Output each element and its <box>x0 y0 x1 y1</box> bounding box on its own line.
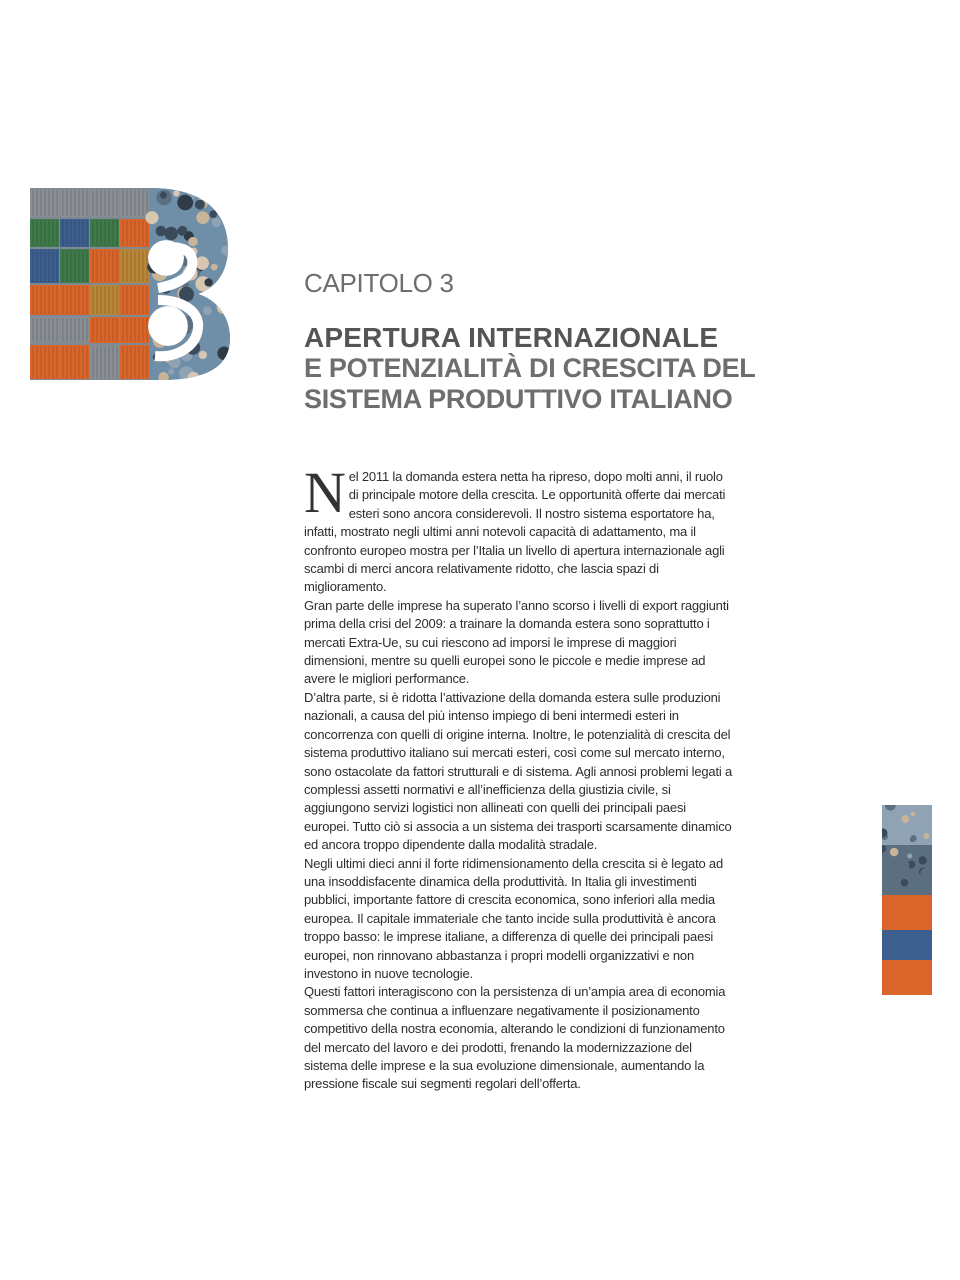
drop-cap: N <box>304 460 346 525</box>
chapter-title-line2: E POTENZIALITÀ DI CRESCITA DEL <box>304 353 756 383</box>
chapter-number-image <box>30 188 230 380</box>
chapter-title-line3: SISTEMA PRODUTTIVO ITALIANO <box>304 384 733 414</box>
chapter-label: CAPITOLO 3 <box>304 268 454 298</box>
chapter-body <box>304 460 734 1094</box>
chapter-title-bold: APERTURA INTERNAZIONALE <box>304 322 719 353</box>
paragraph: Questi fattori interagiscono con la persistenza di un’ampia area di economia sommersa che continua a influenzare negativamente il posizionamento competitivo della nostra economia, alterando le condizioni di funzionamento del mercato del lavoro e dei prodotti, frenando la modernizzazione del sistema delle imprese e la sua evoluzione dimensionale, aumentando la pressione fiscale sui segmenti regolari dell’offerta. <box>304 984 726 1092</box>
paragraph: el 2011 la domanda estera netta ha ripreso, dopo molti anni, il ruolo di principale motore della crescita. Le opportunità offerte dai mercati esteri sono ancora considerevoli. Il nostro sistema esportatore ha, infatti, mostrato negli ultimi anni notevoli capacità di adattamento, ma il confronto europeo mostra per l’Italia un livello di apertura internazionale agli scambi di merci ancora relativamente ridotto, che lascia spazi di miglioramento. <box>304 469 726 595</box>
paragraph: Gran parte delle imprese ha superato l’anno scorso i livelli di export raggiunti prima della crisi del 2009: a trainare la domanda estera sono soprattutto i mercati Extra-Ue, su cui riescono ad imporsi le imprese di maggiori dimensioni, mentre su quelli europei sono le piccole e medie imprese ad avere le migliori performance. <box>304 597 729 687</box>
paragraph: D’altra parte, si è ridotta l’attivazione della domanda estera sulle produzioni nazionali, a causa del più intenso impiego di beni intermedi esteri in concorrenza con quelli di origine interna. Inoltre, le potenzialità di crescita del sistema produttivo italiano sui mercati esteri, così come sul mercato interno, sono ostacolate da fattori strutturali e di sistema. Agli annosi problemi legati a complessi assetti normativi e all’inefficienza della giustizia civile, si aggiungono servizi logistici non allineati con quelli dei principali paesi europei. Tutto ciò si associa a un sistema dei trasporti scarsamente dinamico ed ancora troppo dipendente dalla modalità stradale. <box>304 689 733 853</box>
side-photo-strip <box>882 805 932 995</box>
chapter-title <box>304 322 756 415</box>
paragraph: Negli ultimi dieci anni il forte ridimensionamento della crescita si è legato ad una insoddisfacente dinamica della produttività. In Italia gli investimenti pubblici, importante fattore di crescita economica, sono inferiori alla media europea. Il capitale immateriale che tanto incide sulla produttività è ancora troppo basso: le imprese italiane, a differenza di quelle dei principali paesi europei, non rinnovano abbastanza i propri modelli organizzativi e non investono in nuove tecnologie. <box>304 855 723 981</box>
